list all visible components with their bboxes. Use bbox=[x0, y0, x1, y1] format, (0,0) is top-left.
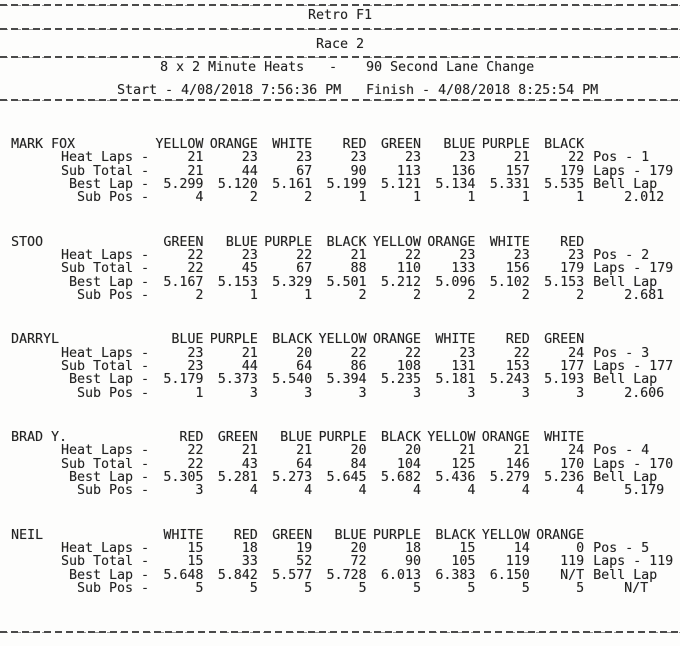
best-lap-value: 5.645 bbox=[326, 469, 367, 485]
sub-pos-row bbox=[0, 582, 680, 595]
lane-color-header: BLACK bbox=[544, 137, 585, 152]
sub-pos-value: 1 bbox=[576, 190, 585, 206]
lane-color-header: WHITE bbox=[544, 430, 585, 446]
best-lap-value: 5.273 bbox=[272, 469, 313, 485]
best-lap-value: 5.540 bbox=[272, 372, 313, 388]
sub-total-value: 45 bbox=[241, 261, 258, 277]
header-separator: - bbox=[329, 60, 338, 75]
lane-color-header: BLACK bbox=[435, 527, 476, 543]
best-lap-value: 5.199 bbox=[326, 176, 367, 192]
sub-total-value: 44 bbox=[241, 358, 258, 374]
heat-laps-value: 23 bbox=[404, 150, 421, 166]
sub-pos-value: 1 bbox=[467, 190, 476, 206]
best-lap-value: 5.394 bbox=[326, 372, 367, 388]
row-label-sub-total: Sub Total - bbox=[60, 358, 149, 374]
driver-block bbox=[0, 529, 680, 596]
heat-laps-row bbox=[0, 347, 680, 360]
heat-laps-value: 23 bbox=[568, 247, 585, 263]
best-lap-value: 6.383 bbox=[435, 567, 476, 583]
bell-lap-label: Bell Lap bbox=[593, 176, 658, 192]
sub-pos-value: 3 bbox=[249, 385, 258, 401]
sub-total-value: 108 bbox=[396, 358, 421, 374]
row-label-heat-laps: Heat Laps - bbox=[60, 443, 149, 459]
best-lap-value: 5.120 bbox=[217, 176, 258, 192]
sub-pos-value: 4 bbox=[249, 483, 258, 499]
sub-total-value: 64 bbox=[296, 358, 313, 374]
sub-pos-row bbox=[0, 484, 680, 497]
heat-laps-value: 22 bbox=[404, 247, 421, 263]
driver-block bbox=[0, 236, 680, 303]
heat-laps-value: 23 bbox=[459, 345, 476, 361]
sub-total-value: 84 bbox=[350, 456, 367, 472]
heat-laps-value: 23 bbox=[459, 247, 476, 263]
driver-name: DARRYL bbox=[11, 332, 60, 348]
sub-pos-value: 5 bbox=[412, 580, 421, 596]
driver-block bbox=[0, 138, 680, 205]
lane-color-header: BLACK bbox=[326, 234, 367, 250]
sub-pos-value: 2 bbox=[521, 287, 530, 303]
lane-color-header: YELLOW bbox=[481, 527, 530, 543]
lane-color-header: YELLOW bbox=[155, 137, 204, 152]
best-lap-value: 5.281 bbox=[217, 469, 258, 485]
lane-color-header: PURPLE bbox=[372, 527, 421, 543]
heat-laps-value: 22 bbox=[187, 247, 204, 263]
sub-pos-value: 4 bbox=[304, 483, 313, 499]
sub-total-value: 90 bbox=[404, 554, 421, 570]
heat-laps-value: 22 bbox=[187, 443, 204, 459]
info-spacer bbox=[584, 333, 679, 346]
sub-pos-value: 2 bbox=[304, 190, 313, 206]
best-lap-value: 5.305 bbox=[163, 469, 204, 485]
lane-color-header: RED bbox=[342, 137, 367, 152]
sub-total-row bbox=[0, 262, 680, 275]
best-lap-value: 5.235 bbox=[380, 372, 421, 388]
heat-laps-value: 18 bbox=[404, 541, 421, 557]
lane-color-header: ORANGE bbox=[481, 430, 530, 446]
best-lap-value: 5.121 bbox=[380, 176, 421, 192]
best-lap-value: N/T bbox=[560, 567, 585, 583]
best-lap-value: 5.535 bbox=[544, 176, 585, 192]
sub-total-value: 125 bbox=[451, 456, 476, 472]
sub-total-value: 67 bbox=[296, 163, 313, 179]
bell-lap-label: Bell Lap bbox=[593, 274, 658, 290]
best-lap-value: 5.299 bbox=[163, 176, 204, 192]
heat-laps-value: 21 bbox=[350, 247, 367, 263]
lane-color-header: RED bbox=[179, 430, 204, 446]
sub-pos-value: 1 bbox=[412, 190, 421, 206]
lane-header-row bbox=[0, 138, 680, 151]
heat-laps-row bbox=[0, 151, 680, 164]
best-lap-value: 5.236 bbox=[544, 469, 585, 485]
heat-laps-value: 21 bbox=[513, 150, 530, 166]
heat-laps-value: 23 bbox=[513, 247, 530, 263]
sub-pos-value: 3 bbox=[304, 385, 313, 401]
heat-laps-value: 21 bbox=[459, 443, 476, 459]
best-lap-value: 5.648 bbox=[163, 567, 204, 583]
heat-laps-value: 20 bbox=[350, 443, 367, 459]
heat-laps-value: 20 bbox=[404, 443, 421, 459]
heat-laps-value: 23 bbox=[459, 150, 476, 166]
sub-total-value: 136 bbox=[451, 163, 476, 179]
sub-pos-value: 4 bbox=[521, 483, 530, 499]
info-spacer bbox=[584, 529, 679, 542]
sub-total-row bbox=[0, 360, 680, 373]
heat-laps-value: 23 bbox=[241, 247, 258, 263]
lane-color-header: WHITE bbox=[489, 234, 530, 250]
heat-laps-value: 24 bbox=[568, 345, 585, 361]
best-lap-row bbox=[0, 276, 680, 289]
bell-lap-label: Bell Lap bbox=[593, 567, 658, 583]
sub-pos-value: 1 bbox=[358, 190, 367, 206]
heat-laps-value: 21 bbox=[241, 443, 258, 459]
heat-laps-value: 21 bbox=[513, 443, 530, 459]
sub-total-value: 15 bbox=[187, 554, 204, 570]
finish-time-label: Finish - 4/08/2018 8:25:54 PM bbox=[366, 83, 599, 98]
sub-pos-value: 4 bbox=[195, 190, 204, 206]
total-laps-label: Laps - 179 bbox=[593, 261, 674, 277]
position-label: Pos - 1 bbox=[593, 150, 650, 166]
heat-laps-value: 20 bbox=[296, 345, 313, 361]
lane-color-header: ORANGE bbox=[427, 234, 476, 250]
sub-pos-value: 3 bbox=[521, 385, 530, 401]
row-label-best-lap: Best Lap - bbox=[68, 274, 149, 290]
lane-color-header: GREEN bbox=[272, 527, 313, 543]
best-lap-value: 5.153 bbox=[544, 274, 585, 290]
sub-pos-value: 3 bbox=[467, 385, 476, 401]
heat-laps-value: 19 bbox=[296, 541, 313, 557]
sub-total-value: 21 bbox=[187, 163, 204, 179]
page-title: Retro F1 bbox=[307, 8, 373, 23]
heat-laps-value: 22 bbox=[568, 150, 585, 166]
best-lap-value: 6.150 bbox=[489, 567, 530, 583]
lane-color-header: RED bbox=[560, 234, 585, 250]
sub-total-value: 156 bbox=[505, 261, 530, 277]
heat-laps-value: 23 bbox=[187, 345, 204, 361]
lane-header-row bbox=[0, 431, 680, 444]
bell-lap-value: N/T bbox=[624, 580, 649, 596]
position-label: Pos - 5 bbox=[593, 541, 650, 557]
lane-color-header: ORANGE bbox=[372, 332, 421, 348]
sub-total-value: 105 bbox=[451, 554, 476, 570]
driver-name: BRAD Y. bbox=[11, 430, 68, 446]
sub-total-value: 52 bbox=[296, 554, 313, 570]
lane-header-row bbox=[0, 236, 680, 249]
sub-total-value: 177 bbox=[560, 358, 585, 374]
lane-color-header: GREEN bbox=[380, 137, 421, 152]
row-label-sub-pos: Sub Pos - bbox=[76, 385, 149, 401]
dashed-divider bbox=[0, 56, 680, 59]
heat-laps-value: 21 bbox=[187, 150, 204, 166]
best-lap-value: 5.179 bbox=[163, 372, 204, 388]
row-label-sub-pos: Sub Pos - bbox=[76, 287, 149, 303]
total-laps-label: Laps - 119 bbox=[593, 554, 674, 570]
sub-total-value: 153 bbox=[505, 358, 530, 374]
best-lap-value: 5.436 bbox=[435, 469, 476, 485]
dashed-divider bbox=[0, 99, 680, 102]
sub-total-value: 86 bbox=[350, 358, 367, 374]
lane-color-header: BLACK bbox=[272, 332, 313, 348]
sub-total-value: 131 bbox=[451, 358, 476, 374]
lane-color-header: RED bbox=[505, 332, 530, 348]
sub-pos-value: 4 bbox=[412, 483, 421, 499]
heat-laps-value: 23 bbox=[350, 150, 367, 166]
driver-blocks bbox=[0, 138, 680, 626]
sub-pos-value: 3 bbox=[412, 385, 421, 401]
heat-laps-value: 20 bbox=[350, 541, 367, 557]
dashed-divider bbox=[0, 28, 680, 31]
best-lap-value: 5.161 bbox=[272, 176, 313, 192]
info-spacer bbox=[584, 138, 679, 151]
row-label-best-lap: Best Lap - bbox=[68, 567, 149, 583]
row-label-sub-total: Sub Total - bbox=[60, 261, 149, 277]
best-lap-value: 5.243 bbox=[489, 372, 530, 388]
bell-lap-label: Bell Lap bbox=[593, 372, 658, 388]
lane-color-header: BLUE bbox=[280, 430, 313, 446]
bell-lap-value: 5.179 bbox=[624, 483, 665, 499]
total-laps-label: Laps - 177 bbox=[593, 358, 674, 374]
sub-total-value: 179 bbox=[560, 261, 585, 277]
total-laps-label: Laps - 179 bbox=[593, 163, 674, 179]
sub-total-value: 157 bbox=[505, 163, 530, 179]
best-lap-value: 5.577 bbox=[272, 567, 313, 583]
row-label-heat-laps: Heat Laps - bbox=[60, 345, 149, 361]
sub-pos-value: 5 bbox=[467, 580, 476, 596]
sub-total-value: 179 bbox=[560, 163, 585, 179]
heat-laps-value: 15 bbox=[187, 541, 204, 557]
best-lap-value: 5.102 bbox=[489, 274, 530, 290]
sub-pos-value: 1 bbox=[195, 385, 204, 401]
lane-color-header: BLACK bbox=[380, 430, 421, 446]
sub-pos-value: 1 bbox=[304, 287, 313, 303]
heat-laps-row bbox=[0, 444, 680, 457]
sub-pos-row bbox=[0, 387, 680, 400]
sub-pos-value: 5 bbox=[195, 580, 204, 596]
lane-color-header: WHITE bbox=[272, 137, 313, 152]
sub-pos-value: 2 bbox=[576, 287, 585, 303]
best-lap-row bbox=[0, 569, 680, 582]
lane-change-label: 90 Second Lane Change bbox=[366, 60, 535, 75]
sub-total-value: 119 bbox=[560, 554, 585, 570]
sub-pos-value: 5 bbox=[576, 580, 585, 596]
lane-color-header: BLUE bbox=[171, 332, 204, 348]
best-lap-value: 5.501 bbox=[326, 274, 367, 290]
heat-laps-value: 14 bbox=[513, 541, 530, 557]
position-label: Pos - 4 bbox=[593, 443, 650, 459]
sub-total-row bbox=[0, 458, 680, 471]
row-label-heat-laps: Heat Laps - bbox=[60, 247, 149, 263]
sub-total-value: 146 bbox=[505, 456, 530, 472]
bell-lap-value: 2.012 bbox=[624, 190, 665, 206]
sub-total-value: 33 bbox=[241, 554, 258, 570]
best-lap-row bbox=[0, 373, 680, 386]
sub-pos-value: 5 bbox=[249, 580, 258, 596]
heat-laps-value: 18 bbox=[241, 541, 258, 557]
heat-laps-value: 21 bbox=[241, 345, 258, 361]
heat-format-label: 8 x 2 Minute Heats bbox=[160, 60, 305, 75]
lane-color-header: PURPLE bbox=[209, 332, 258, 348]
sub-total-value: 23 bbox=[187, 358, 204, 374]
bell-lap-value: 2.681 bbox=[624, 287, 665, 303]
heat-laps-value: 15 bbox=[459, 541, 476, 557]
lane-color-header: PURPLE bbox=[318, 430, 367, 446]
best-lap-value: 5.728 bbox=[326, 567, 367, 583]
total-laps-label: Laps - 170 bbox=[593, 456, 674, 472]
sub-total-value: 43 bbox=[241, 456, 258, 472]
best-lap-value: 6.013 bbox=[380, 567, 421, 583]
heat-laps-value: 23 bbox=[296, 150, 313, 166]
lane-color-header: ORANGE bbox=[536, 527, 585, 543]
driver-block bbox=[0, 333, 680, 400]
dashed-divider bbox=[0, 4, 680, 7]
lane-color-header: GREEN bbox=[163, 234, 204, 250]
heat-laps-value: 24 bbox=[568, 443, 585, 459]
sub-pos-value: 1 bbox=[521, 190, 530, 206]
row-label-best-lap: Best Lap - bbox=[68, 176, 149, 192]
sub-pos-value: 3 bbox=[358, 385, 367, 401]
best-lap-value: 5.181 bbox=[435, 372, 476, 388]
lane-color-header: BLUE bbox=[443, 137, 476, 152]
sub-total-value: 67 bbox=[296, 261, 313, 277]
sub-pos-value: 4 bbox=[576, 483, 585, 499]
sub-pos-value: 2 bbox=[412, 287, 421, 303]
lane-color-header: GREEN bbox=[217, 430, 258, 446]
sub-total-value: 110 bbox=[396, 261, 421, 277]
driver-name: NEIL bbox=[11, 527, 44, 543]
sub-pos-row bbox=[0, 191, 680, 204]
row-label-heat-laps: Heat Laps - bbox=[60, 541, 149, 557]
bell-lap-value: 2.606 bbox=[624, 385, 665, 401]
lane-color-header: WHITE bbox=[435, 332, 476, 348]
lane-color-header: YELLOW bbox=[318, 332, 367, 348]
sub-total-value: 113 bbox=[396, 163, 421, 179]
sub-pos-value: 1 bbox=[249, 287, 258, 303]
sub-pos-value: 5 bbox=[358, 580, 367, 596]
best-lap-value: 5.373 bbox=[217, 372, 258, 388]
heat-laps-value: 22 bbox=[404, 345, 421, 361]
best-lap-value: 5.212 bbox=[380, 274, 421, 290]
position-label: Pos - 3 bbox=[593, 345, 650, 361]
best-lap-value: 5.329 bbox=[272, 274, 313, 290]
sub-pos-value: 4 bbox=[467, 483, 476, 499]
lane-color-header: WHITE bbox=[163, 527, 204, 543]
heat-laps-value: 23 bbox=[241, 150, 258, 166]
sub-total-value: 22 bbox=[187, 261, 204, 277]
driver-block bbox=[0, 431, 680, 498]
row-label-sub-pos: Sub Pos - bbox=[76, 190, 149, 206]
sub-pos-value: 2 bbox=[249, 190, 258, 206]
position-label: Pos - 2 bbox=[593, 247, 650, 263]
start-time-label: Start - 4/08/2018 7:56:36 PM bbox=[117, 83, 342, 98]
sub-total-value: 104 bbox=[396, 456, 421, 472]
best-lap-value: 5.134 bbox=[435, 176, 476, 192]
lane-header-row bbox=[0, 333, 680, 346]
row-label-sub-pos: Sub Pos - bbox=[76, 483, 149, 499]
best-lap-value: 5.279 bbox=[489, 469, 530, 485]
best-lap-value: 5.153 bbox=[217, 274, 258, 290]
heat-laps-value: 22 bbox=[513, 345, 530, 361]
lane-color-header: BLUE bbox=[225, 234, 258, 250]
driver-name: MARK FOX bbox=[11, 137, 76, 152]
best-lap-value: 5.682 bbox=[380, 469, 421, 485]
sub-total-row bbox=[0, 555, 680, 568]
sub-total-value: 119 bbox=[505, 554, 530, 570]
sub-total-value: 88 bbox=[350, 261, 367, 277]
best-lap-value: 5.842 bbox=[217, 567, 258, 583]
lane-color-header: YELLOW bbox=[427, 430, 476, 446]
sub-pos-value: 5 bbox=[521, 580, 530, 596]
best-lap-value: 5.193 bbox=[544, 372, 585, 388]
sub-total-row bbox=[0, 165, 680, 178]
heat-laps-value: 22 bbox=[350, 345, 367, 361]
sub-pos-value: 3 bbox=[195, 483, 204, 499]
row-label-sub-total: Sub Total - bbox=[60, 163, 149, 179]
info-spacer bbox=[584, 236, 679, 249]
sub-total-value: 170 bbox=[560, 456, 585, 472]
sub-pos-value: 2 bbox=[195, 287, 204, 303]
sub-total-value: 22 bbox=[187, 456, 204, 472]
sub-pos-value: 2 bbox=[467, 287, 476, 303]
best-lap-value: 5.331 bbox=[489, 176, 530, 192]
heat-laps-value: 0 bbox=[576, 541, 585, 557]
best-lap-value: 5.096 bbox=[435, 274, 476, 290]
row-label-sub-total: Sub Total - bbox=[60, 456, 149, 472]
sub-pos-value: 5 bbox=[304, 580, 313, 596]
sub-total-value: 64 bbox=[296, 456, 313, 472]
race-label: Race 2 bbox=[315, 37, 365, 52]
dashed-divider bbox=[0, 631, 680, 634]
best-lap-value: 5.167 bbox=[163, 274, 204, 290]
heat-laps-value: 22 bbox=[296, 247, 313, 263]
sub-total-value: 44 bbox=[241, 163, 258, 179]
row-label-best-lap: Best Lap - bbox=[68, 469, 149, 485]
sub-pos-value: 2 bbox=[358, 287, 367, 303]
driver-name: STOO bbox=[11, 234, 44, 250]
row-label-sub-total: Sub Total - bbox=[60, 554, 149, 570]
row-label-heat-laps: Heat Laps - bbox=[60, 150, 149, 166]
lane-color-header: PURPLE bbox=[264, 234, 313, 250]
sub-total-value: 90 bbox=[350, 163, 367, 179]
lane-color-header: RED bbox=[233, 527, 258, 543]
row-label-best-lap: Best Lap - bbox=[68, 372, 149, 388]
sub-pos-value: 3 bbox=[576, 385, 585, 401]
info-spacer bbox=[584, 431, 679, 444]
sub-total-value: 72 bbox=[350, 554, 367, 570]
heat-laps-value: 21 bbox=[296, 443, 313, 459]
lane-color-header: YELLOW bbox=[372, 234, 421, 250]
row-label-sub-pos: Sub Pos - bbox=[76, 580, 149, 596]
lane-color-header: GREEN bbox=[544, 332, 585, 348]
lane-color-header: ORANGE bbox=[209, 137, 258, 152]
bell-lap-label: Bell Lap bbox=[593, 469, 658, 485]
lane-color-header: PURPLE bbox=[481, 137, 530, 152]
sub-total-value: 133 bbox=[451, 261, 476, 277]
sub-pos-value: 4 bbox=[358, 483, 367, 499]
sub-pos-row bbox=[0, 289, 680, 302]
lane-header-row bbox=[0, 529, 680, 542]
lane-color-header: BLUE bbox=[334, 527, 367, 543]
